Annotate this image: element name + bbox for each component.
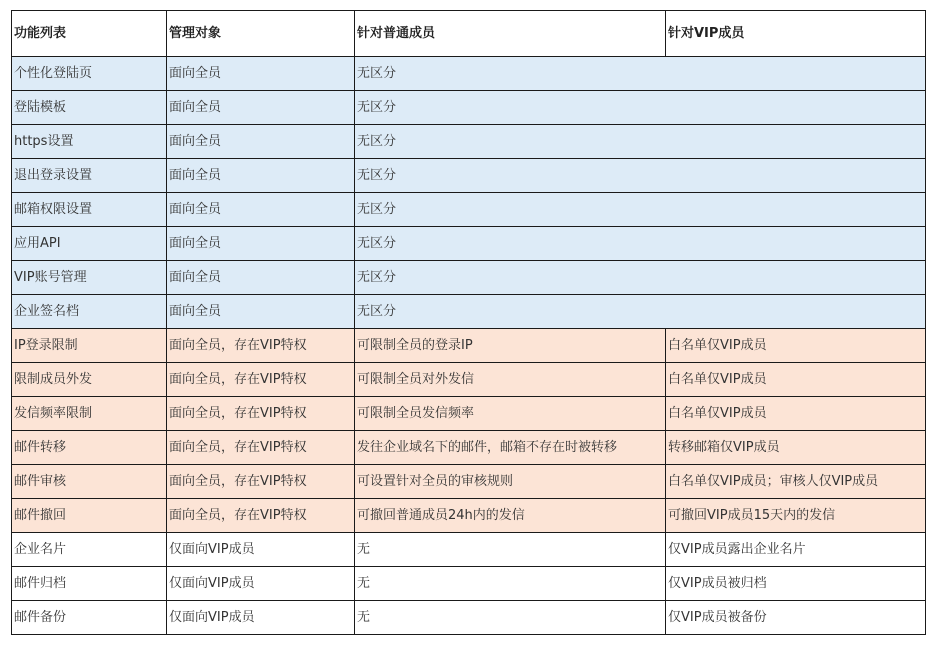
cell-normal-member: 无区分 (355, 295, 666, 329)
cell-normal-member: 无区分 (355, 159, 666, 193)
table-header-row (12, 11, 926, 57)
cell-function: https设置 (12, 125, 167, 159)
cell-function: 邮箱权限设置 (12, 193, 167, 227)
cell-normal-member: 无区分 (355, 125, 666, 159)
cell-vip-member (666, 125, 926, 159)
table-row (12, 159, 926, 193)
cell-vip-member: 仅VIP成员被备份 (666, 601, 926, 635)
cell-normal-member: 发往企业域名下的邮件，邮箱不存在时被转移 (355, 431, 666, 465)
cell-function: 邮件归档 (12, 567, 167, 601)
cell-vip-member (666, 159, 926, 193)
cell-normal-member: 无区分 (355, 193, 666, 227)
cell-object: 面向全员，存在VIP特权 (167, 431, 355, 465)
cell-vip-member (666, 91, 926, 125)
table-body (12, 57, 926, 635)
cell-vip-member: 白名单仅VIP成员 (666, 397, 926, 431)
cell-object: 面向全员，存在VIP特权 (167, 363, 355, 397)
cell-function: 退出登录设置 (12, 159, 167, 193)
cell-function: 登陆模板 (12, 91, 167, 125)
cell-object: 面向全员 (167, 295, 355, 329)
table-row (12, 329, 926, 363)
cell-function: 邮件撤回 (12, 499, 167, 533)
cell-object: 面向全员，存在VIP特权 (167, 397, 355, 431)
header-function: 功能列表 (12, 11, 167, 57)
cell-vip-member: 仅VIP成员露出企业名片 (666, 533, 926, 567)
cell-function: 企业名片 (12, 533, 167, 567)
cell-vip-member: 白名单仅VIP成员 (666, 329, 926, 363)
cell-normal-member: 可限制全员发信频率 (355, 397, 666, 431)
cell-object: 面向全员，存在VIP特权 (167, 499, 355, 533)
header-object: 管理对象 (167, 11, 355, 57)
cell-object: 面向全员 (167, 57, 355, 91)
cell-function: 限制成员外发 (12, 363, 167, 397)
cell-function: 邮件转移 (12, 431, 167, 465)
table-row (12, 533, 926, 567)
cell-normal-member: 可撤回普通成员24h内的发信 (355, 499, 666, 533)
cell-vip-member (666, 227, 926, 261)
cell-object: 面向全员 (167, 261, 355, 295)
cell-vip-member (666, 295, 926, 329)
table-row (12, 567, 926, 601)
cell-vip-member: 仅VIP成员被归档 (666, 567, 926, 601)
cell-vip-member (666, 57, 926, 91)
cell-object: 面向全员 (167, 227, 355, 261)
table-row (12, 601, 926, 635)
cell-function: IP登录限制 (12, 329, 167, 363)
cell-vip-member: 白名单仅VIP成员 (666, 363, 926, 397)
cell-function: 应用API (12, 227, 167, 261)
cell-normal-member: 无 (355, 533, 666, 567)
table-row (12, 465, 926, 499)
table-row (12, 227, 926, 261)
table-row (12, 499, 926, 533)
table-row (12, 261, 926, 295)
header-normal-member: 针对普通成员 (355, 11, 666, 57)
cell-normal-member: 无区分 (355, 227, 666, 261)
cell-object: 面向全员 (167, 125, 355, 159)
cell-function: 个性化登陆页 (12, 57, 167, 91)
cell-vip-member: 白名单仅VIP成员；审核人仅VIP成员 (666, 465, 926, 499)
cell-normal-member: 可限制全员对外发信 (355, 363, 666, 397)
cell-vip-member: 可撤回VIP成员15天内的发信 (666, 499, 926, 533)
cell-normal-member: 无 (355, 601, 666, 635)
cell-normal-member: 无 (355, 567, 666, 601)
cell-function: 邮件审核 (12, 465, 167, 499)
cell-object: 面向全员 (167, 159, 355, 193)
table-row (12, 363, 926, 397)
cell-object: 仅面向VIP成员 (167, 601, 355, 635)
cell-vip-member: 转移邮箱仅VIP成员 (666, 431, 926, 465)
cell-normal-member: 无区分 (355, 91, 666, 125)
cell-vip-member (666, 261, 926, 295)
cell-function: 发信频率限制 (12, 397, 167, 431)
cell-normal-member: 可设置针对全员的审核规则 (355, 465, 666, 499)
cell-vip-member (666, 193, 926, 227)
cell-object: 面向全员 (167, 91, 355, 125)
cell-function: 企业签名档 (12, 295, 167, 329)
table-row (12, 57, 926, 91)
cell-object: 面向全员，存在VIP特权 (167, 329, 355, 363)
cell-object: 面向全员，存在VIP特权 (167, 465, 355, 499)
cell-normal-member: 无区分 (355, 57, 666, 91)
cell-object: 仅面向VIP成员 (167, 567, 355, 601)
cell-object: 仅面向VIP成员 (167, 533, 355, 567)
feature-comparison-table (11, 10, 926, 635)
cell-normal-member: 无区分 (355, 261, 666, 295)
table-row (12, 91, 926, 125)
table-row (12, 193, 926, 227)
cell-normal-member: 可限制全员的登录IP (355, 329, 666, 363)
cell-function: VIP账号管理 (12, 261, 167, 295)
cell-object: 面向全员 (167, 193, 355, 227)
header-vip-member: 针对VIP成员 (666, 11, 926, 57)
table-row (12, 295, 926, 329)
table-row (12, 431, 926, 465)
table-row (12, 125, 926, 159)
cell-function: 邮件备份 (12, 601, 167, 635)
feature-comparison-table-wrapper (11, 10, 926, 635)
table-row (12, 397, 926, 431)
